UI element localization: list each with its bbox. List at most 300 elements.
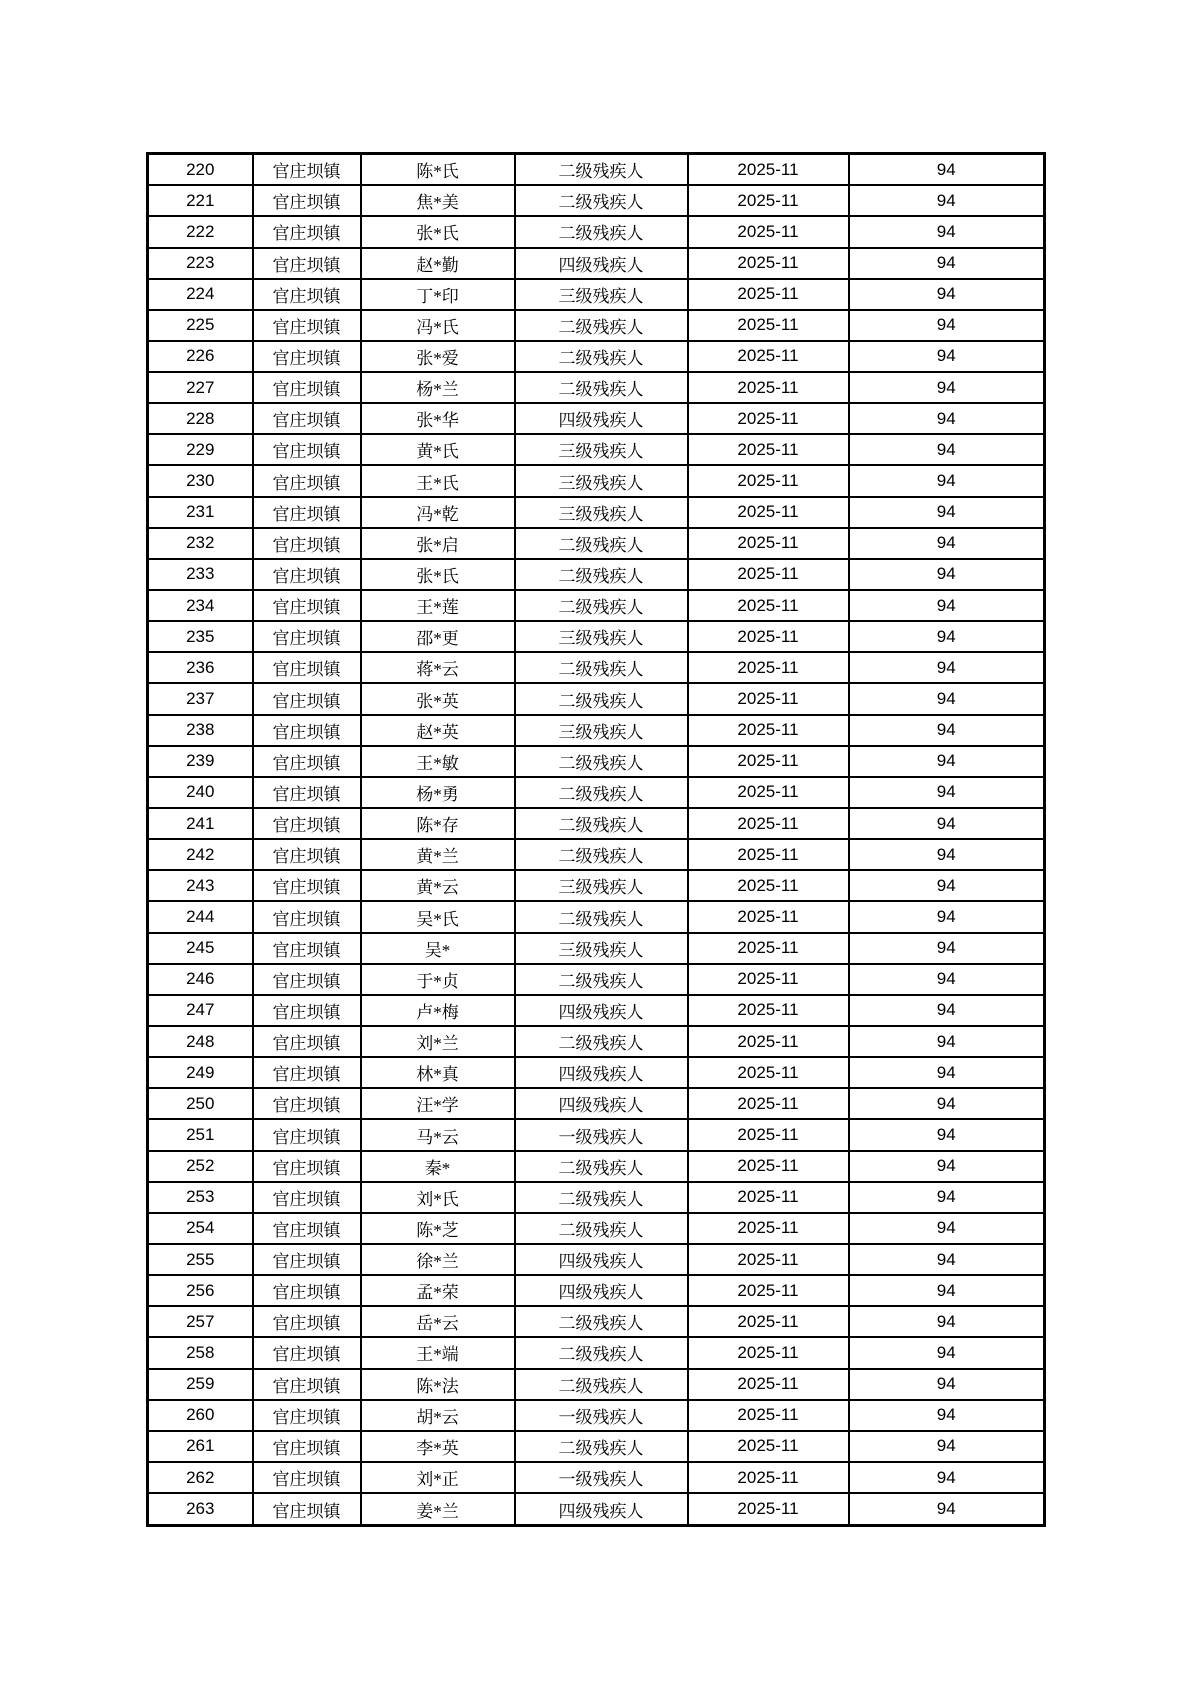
month-cell: 2025-11 bbox=[688, 683, 849, 714]
name-cell: 赵*勤 bbox=[361, 248, 515, 279]
amount-cell: 94 bbox=[849, 839, 1045, 870]
disability-level-cell: 二级残疾人 bbox=[515, 901, 688, 932]
disability-level-cell: 二级残疾人 bbox=[515, 216, 688, 247]
table-row bbox=[148, 465, 1045, 496]
month-cell: 2025-11 bbox=[688, 1119, 849, 1150]
town-cell: 官庄坝镇 bbox=[253, 964, 361, 995]
row-number-cell: 232 bbox=[148, 528, 253, 559]
disability-level-cell: 二级残疾人 bbox=[515, 1369, 688, 1400]
amount-cell: 94 bbox=[849, 964, 1045, 995]
row-number-cell: 239 bbox=[148, 746, 253, 777]
row-number-cell: 231 bbox=[148, 497, 253, 528]
table-row bbox=[148, 777, 1045, 808]
disability-level-cell: 四级残疾人 bbox=[515, 1244, 688, 1275]
month-cell: 2025-11 bbox=[688, 559, 849, 590]
month-cell: 2025-11 bbox=[688, 185, 849, 216]
town-cell: 官庄坝镇 bbox=[253, 1088, 361, 1119]
disability-level-cell: 四级残疾人 bbox=[515, 995, 688, 1026]
name-cell: 孟*荣 bbox=[361, 1275, 515, 1306]
amount-cell: 94 bbox=[849, 1182, 1045, 1213]
disability-level-cell: 二级残疾人 bbox=[515, 683, 688, 714]
month-cell: 2025-11 bbox=[688, 1151, 849, 1182]
amount-cell: 94 bbox=[849, 279, 1045, 310]
month-cell: 2025-11 bbox=[688, 465, 849, 496]
table-row bbox=[148, 746, 1045, 777]
disability-level-cell: 二级残疾人 bbox=[515, 310, 688, 341]
name-cell: 刘*正 bbox=[361, 1462, 515, 1493]
month-cell: 2025-11 bbox=[688, 216, 849, 247]
month-cell: 2025-11 bbox=[688, 1306, 849, 1337]
disability-level-cell: 二级残疾人 bbox=[515, 746, 688, 777]
row-number-cell: 262 bbox=[148, 1462, 253, 1493]
disability-level-cell: 二级残疾人 bbox=[515, 185, 688, 216]
table-row bbox=[148, 964, 1045, 995]
month-cell: 2025-11 bbox=[688, 434, 849, 465]
name-cell: 吴*氏 bbox=[361, 901, 515, 932]
name-cell: 张*启 bbox=[361, 528, 515, 559]
month-cell: 2025-11 bbox=[688, 154, 849, 186]
town-cell: 官庄坝镇 bbox=[253, 777, 361, 808]
disability-level-cell: 二级残疾人 bbox=[515, 341, 688, 372]
table-row bbox=[148, 715, 1045, 746]
name-cell: 冯*乾 bbox=[361, 497, 515, 528]
amount-cell: 94 bbox=[849, 746, 1045, 777]
month-cell: 2025-11 bbox=[688, 652, 849, 683]
table-row bbox=[148, 403, 1045, 434]
table-row bbox=[148, 1151, 1045, 1182]
name-cell: 张*英 bbox=[361, 683, 515, 714]
name-cell: 张*氏 bbox=[361, 216, 515, 247]
amount-cell: 94 bbox=[849, 310, 1045, 341]
name-cell: 刘*氏 bbox=[361, 1182, 515, 1213]
amount-cell: 94 bbox=[849, 1493, 1045, 1525]
town-cell: 官庄坝镇 bbox=[253, 403, 361, 434]
town-cell: 官庄坝镇 bbox=[253, 1026, 361, 1057]
amount-cell: 94 bbox=[849, 652, 1045, 683]
table-row bbox=[148, 528, 1045, 559]
disability-level-cell: 三级残疾人 bbox=[515, 933, 688, 964]
name-cell: 杨*勇 bbox=[361, 777, 515, 808]
name-cell: 黄*云 bbox=[361, 870, 515, 901]
disability-level-cell: 四级残疾人 bbox=[515, 403, 688, 434]
month-cell: 2025-11 bbox=[688, 1275, 849, 1306]
month-cell: 2025-11 bbox=[688, 310, 849, 341]
table-row bbox=[148, 808, 1045, 839]
table-row bbox=[148, 901, 1045, 932]
amount-cell: 94 bbox=[849, 808, 1045, 839]
table-row bbox=[148, 1275, 1045, 1306]
disability-level-cell: 三级残疾人 bbox=[515, 497, 688, 528]
row-number-cell: 241 bbox=[148, 808, 253, 839]
town-cell: 官庄坝镇 bbox=[253, 1119, 361, 1150]
town-cell: 官庄坝镇 bbox=[253, 248, 361, 279]
row-number-cell: 234 bbox=[148, 590, 253, 621]
row-number-cell: 259 bbox=[148, 1369, 253, 1400]
town-cell: 官庄坝镇 bbox=[253, 870, 361, 901]
amount-cell: 94 bbox=[849, 1462, 1045, 1493]
town-cell: 官庄坝镇 bbox=[253, 279, 361, 310]
row-number-cell: 263 bbox=[148, 1493, 253, 1525]
amount-cell: 94 bbox=[849, 1369, 1045, 1400]
name-cell: 马*云 bbox=[361, 1119, 515, 1150]
month-cell: 2025-11 bbox=[688, 1057, 849, 1088]
month-cell: 2025-11 bbox=[688, 995, 849, 1026]
row-number-cell: 226 bbox=[148, 341, 253, 372]
amount-cell: 94 bbox=[849, 901, 1045, 932]
row-number-cell: 225 bbox=[148, 310, 253, 341]
amount-cell: 94 bbox=[849, 1151, 1045, 1182]
month-cell: 2025-11 bbox=[688, 1369, 849, 1400]
disability-level-cell: 二级残疾人 bbox=[515, 964, 688, 995]
amount-cell: 94 bbox=[849, 185, 1045, 216]
amount-cell: 94 bbox=[849, 1026, 1045, 1057]
disability-level-cell: 二级残疾人 bbox=[515, 559, 688, 590]
name-cell: 陈*法 bbox=[361, 1369, 515, 1400]
month-cell: 2025-11 bbox=[688, 1244, 849, 1275]
month-cell: 2025-11 bbox=[688, 1400, 849, 1431]
table-row bbox=[148, 154, 1045, 186]
name-cell: 丁*印 bbox=[361, 279, 515, 310]
town-cell: 官庄坝镇 bbox=[253, 1275, 361, 1306]
month-cell: 2025-11 bbox=[688, 1493, 849, 1525]
row-number-cell: 247 bbox=[148, 995, 253, 1026]
town-cell: 官庄坝镇 bbox=[253, 1057, 361, 1088]
town-cell: 官庄坝镇 bbox=[253, 1151, 361, 1182]
month-cell: 2025-11 bbox=[688, 901, 849, 932]
row-number-cell: 235 bbox=[148, 621, 253, 652]
disability-level-cell: 三级残疾人 bbox=[515, 434, 688, 465]
town-cell: 官庄坝镇 bbox=[253, 1306, 361, 1337]
disability-level-cell: 四级残疾人 bbox=[515, 248, 688, 279]
amount-cell: 94 bbox=[849, 216, 1045, 247]
row-number-cell: 260 bbox=[148, 1400, 253, 1431]
table-row bbox=[148, 1213, 1045, 1244]
row-number-cell: 243 bbox=[148, 870, 253, 901]
month-cell: 2025-11 bbox=[688, 372, 849, 403]
amount-cell: 94 bbox=[849, 683, 1045, 714]
town-cell: 官庄坝镇 bbox=[253, 1369, 361, 1400]
town-cell: 官庄坝镇 bbox=[253, 1182, 361, 1213]
town-cell: 官庄坝镇 bbox=[253, 434, 361, 465]
town-cell: 官庄坝镇 bbox=[253, 746, 361, 777]
row-number-cell: 248 bbox=[148, 1026, 253, 1057]
table-row bbox=[148, 1057, 1045, 1088]
disability-level-cell: 四级残疾人 bbox=[515, 1493, 688, 1525]
name-cell: 王*敏 bbox=[361, 746, 515, 777]
disability-level-cell: 二级残疾人 bbox=[515, 1151, 688, 1182]
row-number-cell: 244 bbox=[148, 901, 253, 932]
name-cell: 张*爱 bbox=[361, 341, 515, 372]
town-cell: 官庄坝镇 bbox=[253, 185, 361, 216]
row-number-cell: 250 bbox=[148, 1088, 253, 1119]
town-cell: 官庄坝镇 bbox=[253, 590, 361, 621]
month-cell: 2025-11 bbox=[688, 1026, 849, 1057]
disability-level-cell: 三级残疾人 bbox=[515, 621, 688, 652]
name-cell: 焦*美 bbox=[361, 185, 515, 216]
disability-level-cell: 二级残疾人 bbox=[515, 154, 688, 186]
table-row bbox=[148, 1026, 1045, 1057]
row-number-cell: 252 bbox=[148, 1151, 253, 1182]
name-cell: 林*真 bbox=[361, 1057, 515, 1088]
town-cell: 官庄坝镇 bbox=[253, 559, 361, 590]
name-cell: 张*华 bbox=[361, 403, 515, 434]
name-cell: 王*端 bbox=[361, 1337, 515, 1368]
name-cell: 蒋*云 bbox=[361, 652, 515, 683]
name-cell: 于*贞 bbox=[361, 964, 515, 995]
disability-level-cell: 二级残疾人 bbox=[515, 1182, 688, 1213]
town-cell: 官庄坝镇 bbox=[253, 933, 361, 964]
row-number-cell: 224 bbox=[148, 279, 253, 310]
table-row bbox=[148, 933, 1045, 964]
name-cell: 王*莲 bbox=[361, 590, 515, 621]
name-cell: 卢*梅 bbox=[361, 995, 515, 1026]
amount-cell: 94 bbox=[849, 434, 1045, 465]
row-number-cell: 251 bbox=[148, 1119, 253, 1150]
row-number-cell: 228 bbox=[148, 403, 253, 434]
name-cell: 张*氏 bbox=[361, 559, 515, 590]
disability-level-cell: 二级残疾人 bbox=[515, 839, 688, 870]
town-cell: 官庄坝镇 bbox=[253, 465, 361, 496]
disability-level-cell: 二级残疾人 bbox=[515, 652, 688, 683]
row-number-cell: 240 bbox=[148, 777, 253, 808]
name-cell: 陈*存 bbox=[361, 808, 515, 839]
table-row bbox=[148, 559, 1045, 590]
town-cell: 官庄坝镇 bbox=[253, 1213, 361, 1244]
name-cell: 姜*兰 bbox=[361, 1493, 515, 1525]
amount-cell: 94 bbox=[849, 403, 1045, 434]
name-cell: 赵*英 bbox=[361, 715, 515, 746]
month-cell: 2025-11 bbox=[688, 528, 849, 559]
amount-cell: 94 bbox=[849, 372, 1045, 403]
town-cell: 官庄坝镇 bbox=[253, 1337, 361, 1368]
row-number-cell: 249 bbox=[148, 1057, 253, 1088]
table-row bbox=[148, 1369, 1045, 1400]
town-cell: 官庄坝镇 bbox=[253, 839, 361, 870]
disability-level-cell: 二级残疾人 bbox=[515, 808, 688, 839]
town-cell: 官庄坝镇 bbox=[253, 808, 361, 839]
amount-cell: 94 bbox=[849, 621, 1045, 652]
amount-cell: 94 bbox=[849, 1119, 1045, 1150]
row-number-cell: 256 bbox=[148, 1275, 253, 1306]
row-number-cell: 258 bbox=[148, 1337, 253, 1368]
row-number-cell: 227 bbox=[148, 372, 253, 403]
town-cell: 官庄坝镇 bbox=[253, 1244, 361, 1275]
town-cell: 官庄坝镇 bbox=[253, 715, 361, 746]
month-cell: 2025-11 bbox=[688, 403, 849, 434]
row-number-cell: 238 bbox=[148, 715, 253, 746]
town-cell: 官庄坝镇 bbox=[253, 1431, 361, 1462]
row-number-cell: 242 bbox=[148, 839, 253, 870]
row-number-cell: 261 bbox=[148, 1431, 253, 1462]
name-cell: 刘*兰 bbox=[361, 1026, 515, 1057]
disability-level-cell: 二级残疾人 bbox=[515, 1213, 688, 1244]
amount-cell: 94 bbox=[849, 248, 1045, 279]
amount-cell: 94 bbox=[849, 1213, 1045, 1244]
table-row bbox=[148, 1493, 1045, 1525]
name-cell: 秦* bbox=[361, 1151, 515, 1182]
town-cell: 官庄坝镇 bbox=[253, 372, 361, 403]
name-cell: 李*英 bbox=[361, 1431, 515, 1462]
table-row bbox=[148, 683, 1045, 714]
name-cell: 冯*氏 bbox=[361, 310, 515, 341]
table-row bbox=[148, 1306, 1045, 1337]
row-number-cell: 246 bbox=[148, 964, 253, 995]
table-row bbox=[148, 185, 1045, 216]
name-cell: 陈*氏 bbox=[361, 154, 515, 186]
amount-cell: 94 bbox=[849, 1088, 1045, 1119]
month-cell: 2025-11 bbox=[688, 621, 849, 652]
row-number-cell: 254 bbox=[148, 1213, 253, 1244]
month-cell: 2025-11 bbox=[688, 590, 849, 621]
amount-cell: 94 bbox=[849, 341, 1045, 372]
table-row bbox=[148, 652, 1045, 683]
month-cell: 2025-11 bbox=[688, 870, 849, 901]
row-number-cell: 253 bbox=[148, 1182, 253, 1213]
row-number-cell: 236 bbox=[148, 652, 253, 683]
amount-cell: 94 bbox=[849, 154, 1045, 186]
amount-cell: 94 bbox=[849, 1244, 1045, 1275]
name-cell: 邵*更 bbox=[361, 621, 515, 652]
amount-cell: 94 bbox=[849, 590, 1045, 621]
disability-level-cell: 四级残疾人 bbox=[515, 1057, 688, 1088]
disability-level-cell: 二级残疾人 bbox=[515, 777, 688, 808]
table-row bbox=[148, 1088, 1045, 1119]
row-number-cell: 230 bbox=[148, 465, 253, 496]
disability-level-cell: 二级残疾人 bbox=[515, 590, 688, 621]
month-cell: 2025-11 bbox=[688, 746, 849, 777]
name-cell: 胡*云 bbox=[361, 1400, 515, 1431]
disability-level-cell: 二级残疾人 bbox=[515, 528, 688, 559]
town-cell: 官庄坝镇 bbox=[253, 1462, 361, 1493]
month-cell: 2025-11 bbox=[688, 1182, 849, 1213]
disability-level-cell: 三级残疾人 bbox=[515, 465, 688, 496]
table-row bbox=[148, 434, 1045, 465]
month-cell: 2025-11 bbox=[688, 1213, 849, 1244]
amount-cell: 94 bbox=[849, 870, 1045, 901]
row-number-cell: 233 bbox=[148, 559, 253, 590]
disability-level-cell: 二级残疾人 bbox=[515, 372, 688, 403]
town-cell: 官庄坝镇 bbox=[253, 154, 361, 186]
month-cell: 2025-11 bbox=[688, 248, 849, 279]
amount-cell: 94 bbox=[849, 1400, 1045, 1431]
name-cell: 岳*云 bbox=[361, 1306, 515, 1337]
row-number-cell: 257 bbox=[148, 1306, 253, 1337]
table-row bbox=[148, 590, 1045, 621]
table-row bbox=[148, 839, 1045, 870]
amount-cell: 94 bbox=[849, 933, 1045, 964]
town-cell: 官庄坝镇 bbox=[253, 216, 361, 247]
row-number-cell: 255 bbox=[148, 1244, 253, 1275]
table-row bbox=[148, 279, 1045, 310]
name-cell: 杨*兰 bbox=[361, 372, 515, 403]
month-cell: 2025-11 bbox=[688, 715, 849, 746]
amount-cell: 94 bbox=[849, 465, 1045, 496]
month-cell: 2025-11 bbox=[688, 1431, 849, 1462]
subsidy-table-body bbox=[148, 154, 1045, 1526]
amount-cell: 94 bbox=[849, 1431, 1045, 1462]
row-number-cell: 221 bbox=[148, 185, 253, 216]
table-row bbox=[148, 372, 1045, 403]
month-cell: 2025-11 bbox=[688, 1337, 849, 1368]
town-cell: 官庄坝镇 bbox=[253, 621, 361, 652]
town-cell: 官庄坝镇 bbox=[253, 901, 361, 932]
table-row bbox=[148, 341, 1045, 372]
subsidy-table bbox=[146, 152, 1046, 1527]
name-cell: 汪*学 bbox=[361, 1088, 515, 1119]
name-cell: 黄*氏 bbox=[361, 434, 515, 465]
table-row bbox=[148, 1244, 1045, 1275]
month-cell: 2025-11 bbox=[688, 839, 849, 870]
row-number-cell: 229 bbox=[148, 434, 253, 465]
row-number-cell: 222 bbox=[148, 216, 253, 247]
amount-cell: 94 bbox=[849, 497, 1045, 528]
name-cell: 黄*兰 bbox=[361, 839, 515, 870]
town-cell: 官庄坝镇 bbox=[253, 528, 361, 559]
disability-level-cell: 一级残疾人 bbox=[515, 1462, 688, 1493]
row-number-cell: 237 bbox=[148, 683, 253, 714]
table-row bbox=[148, 1119, 1045, 1150]
name-cell: 吴* bbox=[361, 933, 515, 964]
disability-level-cell: 三级残疾人 bbox=[515, 279, 688, 310]
amount-cell: 94 bbox=[849, 528, 1045, 559]
disability-level-cell: 二级残疾人 bbox=[515, 1337, 688, 1368]
amount-cell: 94 bbox=[849, 777, 1045, 808]
name-cell: 陈*芝 bbox=[361, 1213, 515, 1244]
row-number-cell: 220 bbox=[148, 154, 253, 186]
table-row bbox=[148, 1431, 1045, 1462]
month-cell: 2025-11 bbox=[688, 1088, 849, 1119]
town-cell: 官庄坝镇 bbox=[253, 341, 361, 372]
table-row bbox=[148, 1182, 1045, 1213]
amount-cell: 94 bbox=[849, 715, 1045, 746]
amount-cell: 94 bbox=[849, 1306, 1045, 1337]
table-row bbox=[148, 1462, 1045, 1493]
disability-level-cell: 二级残疾人 bbox=[515, 1026, 688, 1057]
table-row bbox=[148, 216, 1045, 247]
month-cell: 2025-11 bbox=[688, 1462, 849, 1493]
month-cell: 2025-11 bbox=[688, 808, 849, 839]
town-cell: 官庄坝镇 bbox=[253, 1400, 361, 1431]
town-cell: 官庄坝镇 bbox=[253, 652, 361, 683]
town-cell: 官庄坝镇 bbox=[253, 683, 361, 714]
disability-level-cell: 二级残疾人 bbox=[515, 1306, 688, 1337]
month-cell: 2025-11 bbox=[688, 933, 849, 964]
disability-level-cell: 三级残疾人 bbox=[515, 870, 688, 901]
town-cell: 官庄坝镇 bbox=[253, 310, 361, 341]
disability-level-cell: 四级残疾人 bbox=[515, 1088, 688, 1119]
table-row bbox=[148, 1400, 1045, 1431]
town-cell: 官庄坝镇 bbox=[253, 497, 361, 528]
table-row bbox=[148, 310, 1045, 341]
month-cell: 2025-11 bbox=[688, 964, 849, 995]
month-cell: 2025-11 bbox=[688, 279, 849, 310]
amount-cell: 94 bbox=[849, 559, 1045, 590]
table-row bbox=[148, 870, 1045, 901]
town-cell: 官庄坝镇 bbox=[253, 995, 361, 1026]
table-row bbox=[148, 621, 1045, 652]
amount-cell: 94 bbox=[849, 1337, 1045, 1368]
disability-level-cell: 二级残疾人 bbox=[515, 1431, 688, 1462]
table-row bbox=[148, 995, 1045, 1026]
table-row bbox=[148, 248, 1045, 279]
town-cell: 官庄坝镇 bbox=[253, 1493, 361, 1525]
disability-level-cell: 一级残疾人 bbox=[515, 1119, 688, 1150]
month-cell: 2025-11 bbox=[688, 341, 849, 372]
disability-level-cell: 四级残疾人 bbox=[515, 1275, 688, 1306]
table-row bbox=[148, 1337, 1045, 1368]
amount-cell: 94 bbox=[849, 1275, 1045, 1306]
row-number-cell: 245 bbox=[148, 933, 253, 964]
